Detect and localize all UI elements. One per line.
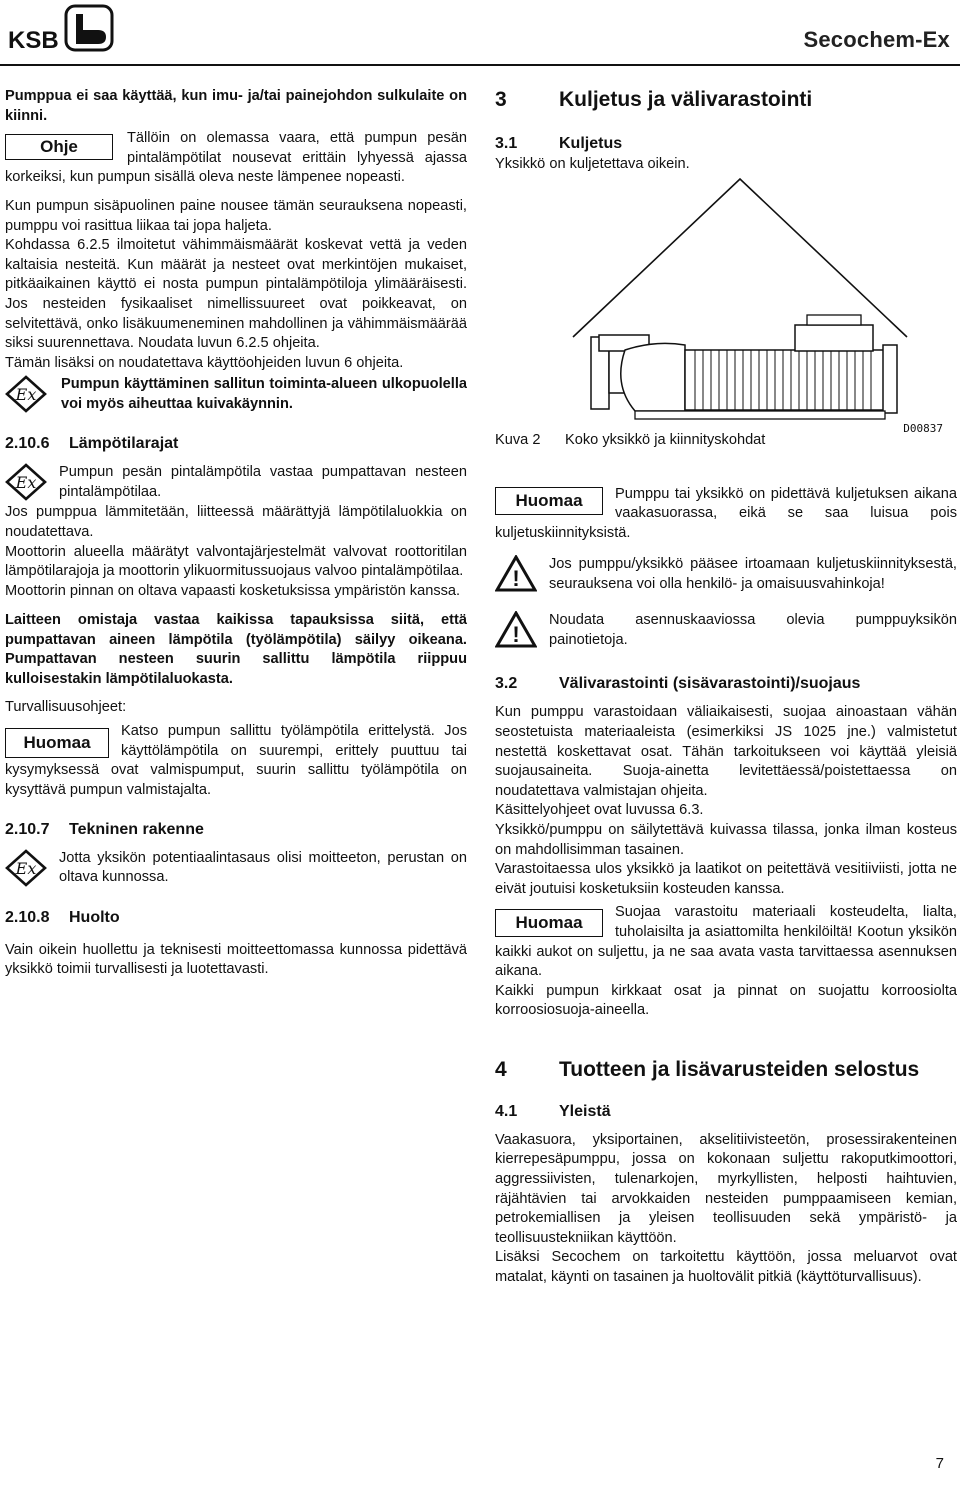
section-number: 3 [495,88,507,111]
section-number: 4.1 [495,1102,518,1120]
safety-label: Turvallisuusohjeet: [5,698,127,715]
warning-note [495,555,957,599]
ohje-note [5,129,467,188]
section-heading-2-10-6 [5,433,467,455]
ex-note [5,375,467,415]
huomaa-label: Huomaa [5,728,109,758]
section-number: 3.1 [495,135,518,152]
warning-triangle-icon [495,611,545,655]
warning-text: Jos pumppu/yksikkö pääsee irtoamaan kuljetuskiinnityksestä, seurauksena voi olla henkilö- ja omaisuusvahinkoja! [549,556,957,592]
ksb-logo [6,4,116,52]
pump-drawing [495,175,957,425]
paragraph: Moottorin pinnan on oltava vapaasti kosketuksissa ympäristön kanssa. [5,582,461,599]
figure-caption-text: Koko yksikkö ja kiinnityskohdat [565,431,766,448]
ex-icon [5,849,55,889]
section-heading-2-10-7 [5,819,467,841]
section-number: 3.2 [495,675,518,693]
section-title: Kuljetus ja välivarastointi [559,88,813,111]
warning-triangle-icon [495,555,545,599]
pump-figure [495,175,957,485]
svg-text:Ex: Ex [15,858,37,878]
warning-title: Pumppua ei saa käyttää, kun imu- ja/tai painejohdon sulkulaite on kiinni. [5,88,467,124]
section-number: 4 [495,1057,507,1081]
figure-label: Kuva 2 [495,431,541,448]
ex-note [5,463,467,503]
huomaa-note [495,485,957,544]
section-title: Välivarastointi (sisävarastointi)/suojaus [559,675,861,693]
section-title: Yleistä [559,1102,611,1120]
header-divider [0,64,960,66]
ex-note-text: Pumpun käyttäminen sallitun toiminta-alueen ulkopuolella voi myös aiheuttaa kuivakäynnin. [61,376,467,412]
figure-caption [495,431,765,451]
section-title: Huolto [69,908,120,926]
section-heading-3-2 [495,673,957,695]
warning-note [495,611,957,655]
ex-icon [5,463,55,503]
paragraph: Vaakasuora, yksiportainen, akselitiivisteetön, prosessirakenteinen kierrepesäpumppu, jossa on kokonaan suljettu rakoputkimoottori, aggressiivisten, tulenarkojen, myrkyllisten, helposti haihtuvien, räjähtävien tai arvokkaiden nesteiden pumppaamiseen kemian, petrokemiallisen ja yleisen teollisuuden sekä ympäristö- ja teollisuustekniikan käyttöön. [495,1131,957,1246]
section-heading-4-1 [495,1101,957,1123]
paragraph: Yksikkö on kuljetettava oikein. [495,156,690,172]
bold-paragraph: Laitteen omistaja vastaa kaikissa tapauksissa siitä, että pumpattavan aineen lämpötila (työlämpötila) säilyy oikeana. Pumpattavan nesteen suurin sallittu lämpötila riippuu kulloisestakin lämpötilaluokasta. [5,612,467,688]
ex-note-text: Jotta yksikön potentiaalintasaus olisi moitteeton, perustan on oltava kunnossa. [59,849,467,886]
paragraph: Kohdassa 6.2.5 ilmoitetut vähimmäismäärät koskevat vettä ja veden kaltaisia nesteitä. Kun määrät ja nesteet ovat merkintöjen mukaiset, pitkäaikainen käyttö ei nosta pumpun pintalämpötiloja ylimääräisesti. Jos nesteiden fysikaaliset nimellissuureet ovat poikkeavat, on selvitettävä, onko lisäkuumeneminen mahdollinen ja vähimmäismäärää siksi suurennettava. Noudata luvun 6.2.5 ohjeita. [5,237,467,352]
paragraph: Jos pumppua lämmitetään, liitteessä määrättyjä lämpötilaluokkia on noudatettava. [5,504,467,540]
section-heading-2-10-8 [5,907,467,929]
huomaa-label: Huomaa [495,909,603,937]
left-column [5,87,467,980]
section-heading-4 [495,1057,957,1083]
section-title: Tekninen rakenne [69,820,204,838]
huomaa-text: Suojaa varastoitu materiaali kosteudelta, lialta, tuholaisilta ja asiattomilta henkilöiltä! Kootun yksikön kaikki aukot on suljettu, ja ne saa avata vasta tarvittaessa asennuksen aikana. [495,904,957,980]
huomaa-note [495,903,957,981]
section-number: 2.10.6 [5,435,50,453]
section-heading-3-1 [495,133,957,155]
section-title: Lämpötilarajat [69,435,179,453]
huomaa-text: Katso pumpun sallittu työlämpötila erittelystä. Jos käyttölämpötila on suurempi, erittely puuttuu tai kysymyksessä ovat valmispumput, suurin sallittu työlämpötila on kysyttävä pumpun valmistajalta. [5,723,467,799]
ex-note [5,849,467,889]
paragraph: Varastoitaessa ulos yksikkö ja laatikot on peitettävä vesitiiviisti, jotta ne eivät joutuisi kosketuksiin kosteuden kanssa. [495,861,957,897]
brand-title: Secochem-Ex [803,27,950,52]
section-title: Kuljetus [559,135,623,152]
paragraph: Käsittelyohjeet ovat luvussa 6.3. [495,802,704,819]
ohje-label: Ohje [5,134,113,160]
page-number: 7 [935,1455,944,1472]
huomaa-text: Pumppu tai yksikkö on pidettävä kuljetuksen aikana vaakasuorassa, eikä se saa luisua pois kuljetuskiinnityksistä. [495,485,957,541]
svg-text:Ex: Ex [15,473,37,493]
ohje-text: Tällöin on olemassa vaara, että pumpun pesän pintalämpötilat nousevat erittäin lyhyessä ajassa korkeiksi, kun pumpun sisällä oleva neste lämpenee nopeasti. [5,130,467,186]
warning-text: Noudata asennuskaaviossa olevia pumppuyksikön painotietoja. [549,612,957,648]
svg-text:Ex: Ex [15,385,37,405]
paragraph: Kun pumpun sisäpuolinen paine nousee tämän seurauksena nopeasti, pumppu voi rasittua liikaa tai jopa haljeta. [5,197,467,234]
huomaa-label: Huomaa [495,487,603,515]
paragraph: Vain oikein huollettu ja teknisesti moitteettomassa kunnossa pidettävä yksikkö toimii turvallisesti ja luotettavasti. [5,941,467,978]
paragraph: Lisäksi Secochem on tarkoitettu käyttöön, jossa meluarvot ovat matalat, käynti on tasainen ja huoltovälit pitkiä (käyttöturvallisuus). [495,1249,957,1286]
paragraph: Tämän lisäksi on noudatettava käyttöohjeiden luvun 6 ohjeita. [5,354,404,371]
section-title: Tuotteen ja lisävarusteiden selostus [559,1057,920,1081]
page-header [0,0,960,66]
section-heading-3 [495,87,957,113]
logo-text: KSB [8,27,59,52]
paragraph: Kaikki pumpun kirkkaat osat ja pinnat on suojattu korroosiolta korroosiosuoja-aineella. [495,982,957,1019]
section-number: 2.10.7 [5,820,50,838]
right-column [495,87,957,1288]
huomaa-note [5,722,467,800]
paragraph: Moottorin alueella määrätyt valvontajärjestelmät valvovat roottoritilan lämpötilarajoja ja moottorin ylikuormitussuojaus valvoo pintalämpötilaa. [5,543,467,580]
ex-icon [5,375,55,415]
ex-note-text: Pumpun pesän pintalämpötila vastaa pumpattavan nesteen pintalämpötilaa. [59,464,467,500]
paragraph: Yksikkö/pumppu on säilytettävä kuivassa tilassa, jonka ilman kosteus on mahdollisimman tasainen. [495,821,957,858]
svg-text:!: ! [512,622,520,648]
svg-text:!: ! [512,566,520,592]
section-number: 2.10.8 [5,908,50,926]
figure-code: D00837 [903,421,943,435]
paragraph: Kun pumppu varastoidaan väliaikaisesti, suojaa ainoastaan vähän seostetuista materiaaleista (esimerkiksi JS 1025 jne.) valmistetut nestettä koskettavat osat. Tähän tarkoitukseen voi käyttää yleisiä suojausaineita. Suoja-ainetta levitettäessä/poistettaessa on noudatettava valmistajan ohjeita. [495,704,957,799]
